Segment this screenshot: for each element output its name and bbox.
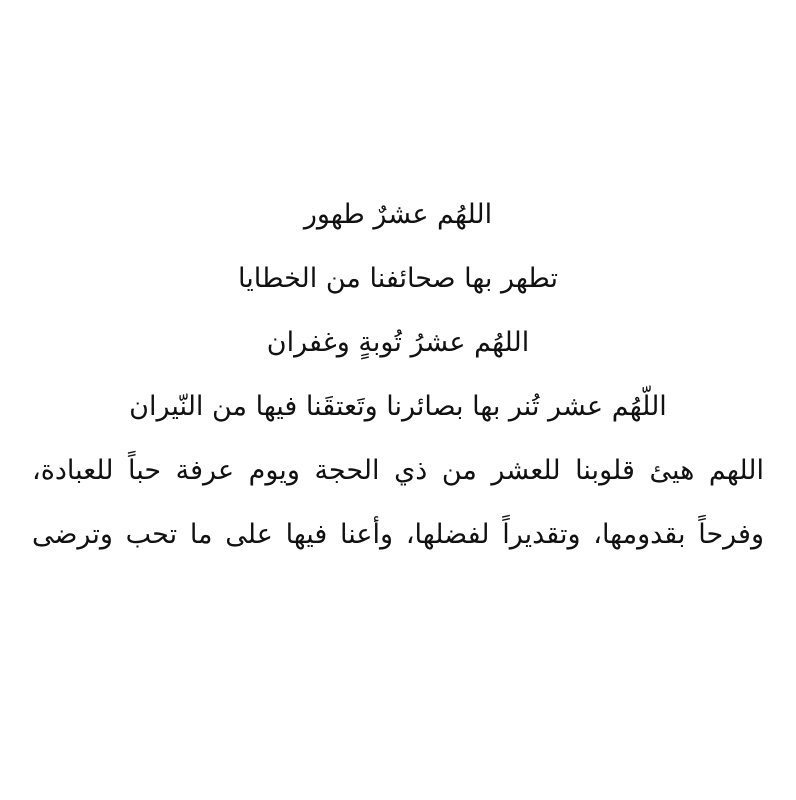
- dua-line-6: وفرحاً بقدومها، وتقديراً لفضلها، وأعنا فيها على ما تحب وترضى: [32, 519, 764, 550]
- dua-text-block: [20, 183, 776, 567]
- dua-line-4: اللّهُم عشر تُنر بها بصائرنا وتَعتقَنا فيها من النّيران: [129, 391, 667, 422]
- dua-line-3: اللهُم عشرُ تُوبةٍ وغفران: [266, 327, 530, 358]
- dua-line-2: تطهر بها صحائفنا من الخطايا: [238, 263, 558, 294]
- dua-line-1: اللهُم عشرٌ طهور: [303, 199, 493, 230]
- dua-line-5: اللهم هيئ قلوبنا للعشر من ذي الحجة ويوم عرفة حباً للعبادة،: [32, 455, 764, 486]
